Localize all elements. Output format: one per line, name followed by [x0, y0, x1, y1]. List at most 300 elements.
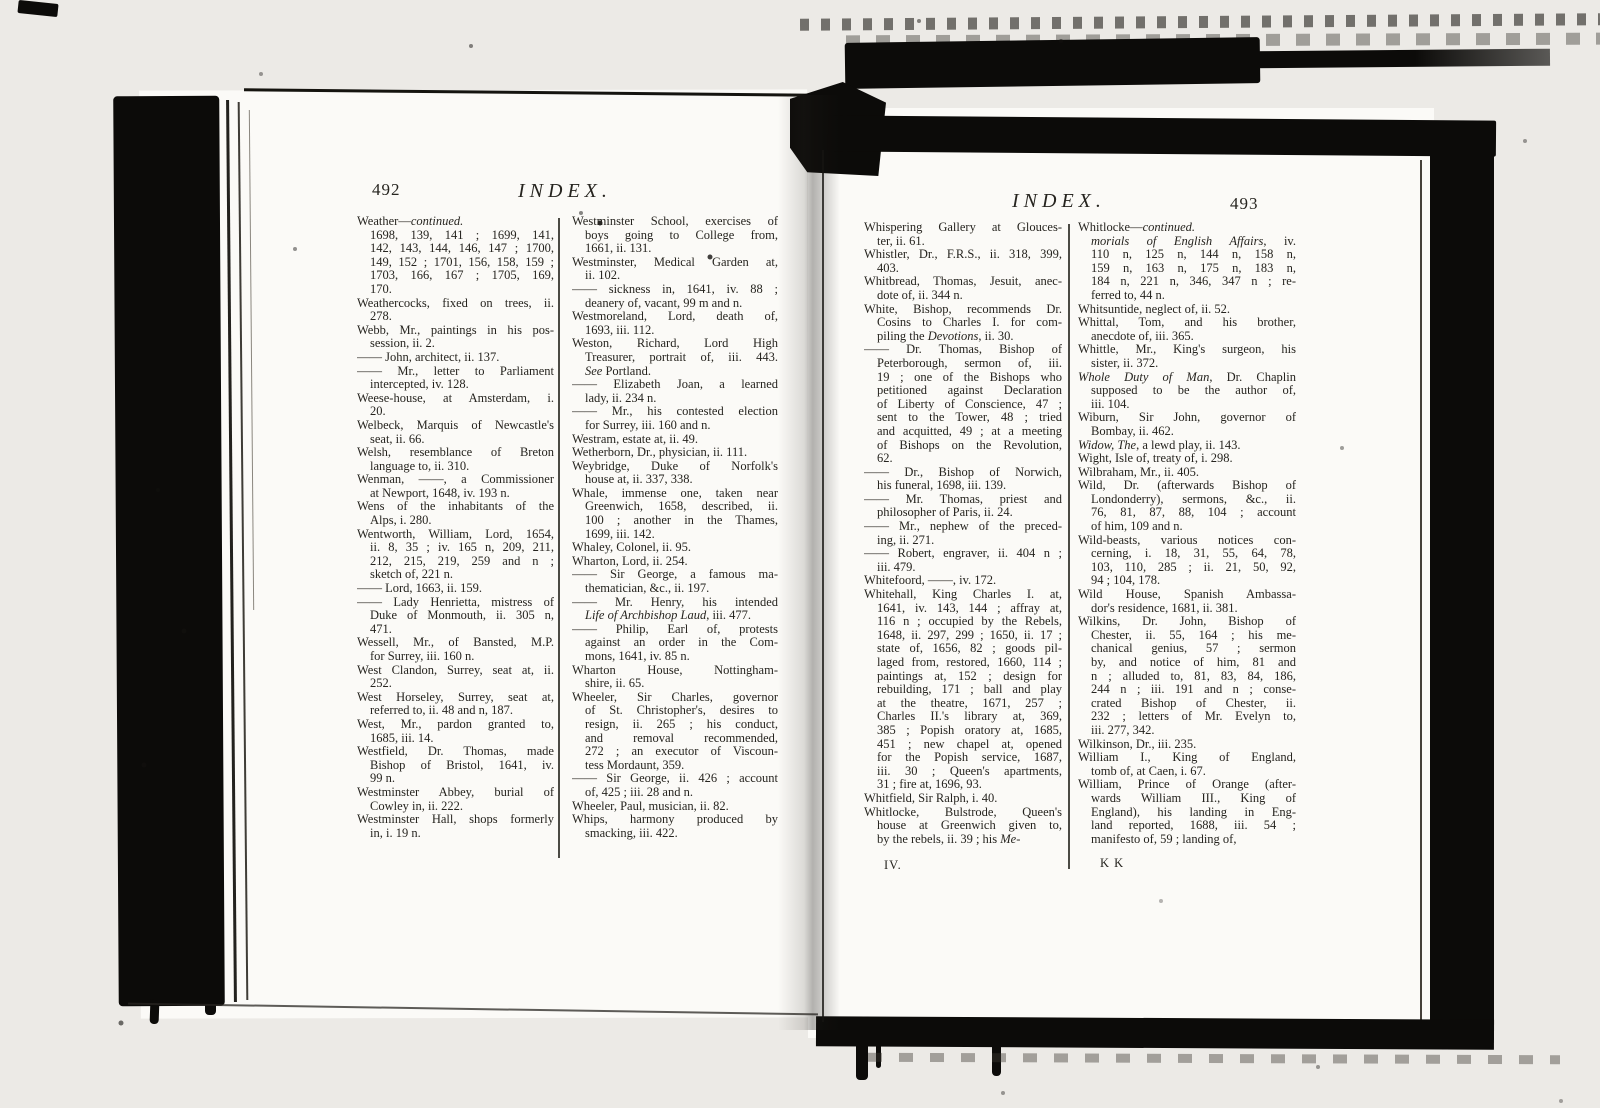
text-run: Whitsuntide, neglect of, ii. 52. [1078, 302, 1231, 316]
index-entry [864, 806, 1062, 847]
index-entry [357, 664, 554, 691]
text-run: and acquitted, 49 ; at a meeting [877, 424, 1062, 438]
index-line [864, 262, 1062, 276]
index-entry [572, 446, 778, 460]
index-line [1078, 398, 1296, 412]
index-line [572, 555, 778, 569]
signature-mark-kk: K K [1100, 856, 1125, 870]
text-run: Duke of Monmouth, ii. 305 n, [370, 609, 554, 623]
text-run: Westmoreland, Lord, death of, [572, 310, 778, 324]
italic-text: Life of Archbishop Laud [585, 609, 707, 623]
index-entry [572, 596, 778, 623]
text-run: Whitlocke, Bulstrode, Queen's [864, 805, 1062, 819]
index-line [864, 316, 1062, 330]
text-run: Wens of the inhabitants of the [357, 500, 554, 514]
index-entry [572, 337, 778, 378]
text-run: Westminster Abbey, burial of [357, 785, 554, 799]
index-line [1078, 262, 1296, 276]
index-line [864, 343, 1062, 357]
index-entry [357, 636, 554, 663]
index-entry [357, 297, 554, 324]
index-line [572, 813, 778, 827]
text-run: 116 n ; occupied by the Rebels, [877, 615, 1062, 629]
index-line [1078, 493, 1296, 507]
text-run: Wilkins, Dr. John, Bishop of [1078, 615, 1296, 629]
index-entry [572, 555, 778, 569]
index-line [357, 337, 554, 351]
index-line [1078, 738, 1296, 752]
index-line [864, 697, 1062, 711]
index-entry [572, 691, 778, 773]
index-line [572, 732, 778, 746]
index-line [864, 439, 1062, 453]
index-line [357, 623, 554, 637]
index-line [1078, 724, 1296, 738]
text-run: ter, ii. 61. [877, 234, 925, 248]
index-entry [357, 419, 554, 446]
page-header-left: INDEX. [518, 180, 612, 202]
text-run: Weybridge, Duke of Norfolk's [572, 459, 778, 473]
text-run: Welbeck, Marquis of Newcastle's [357, 418, 554, 432]
ink-drip [856, 1044, 868, 1080]
index-entry [864, 588, 1062, 792]
index-line [1078, 289, 1296, 303]
text-run: Wessell, Mr., of Bansted, M.P. [357, 636, 554, 650]
index-entry [357, 718, 554, 745]
text-run: 99 n. [370, 772, 395, 786]
index-line [572, 582, 778, 596]
text-run: smacking, iii. 422. [585, 826, 678, 840]
corner-mark [17, 0, 58, 17]
text-run: Whale, immense one, taken near [572, 486, 778, 500]
text-run: 1703, 166, 167 ; 1705, 169, [370, 269, 554, 283]
index-entry [357, 446, 554, 473]
text-run: sister, ii. 372. [1091, 356, 1159, 370]
index-line [1078, 697, 1296, 711]
index-line [357, 487, 554, 501]
text-run: 20. [370, 405, 386, 419]
text-run: ii. 102. [585, 269, 621, 283]
index-line [864, 493, 1062, 507]
text-run: Whispering Gallery at Glouces- [864, 221, 1062, 234]
index-line [572, 800, 778, 814]
text-run: 1699, iii. 142. [585, 527, 655, 541]
text-run: 471. [370, 622, 392, 636]
index-entry [1078, 303, 1296, 317]
index-line [864, 806, 1062, 820]
text-run: petitioned against Declaration [877, 384, 1062, 398]
text-run: , iii. 477. [706, 609, 751, 623]
text-run: tess Mordaunt, 359. [585, 758, 685, 772]
index-entry [864, 547, 1062, 574]
index-entry [357, 392, 554, 419]
index-line [572, 636, 778, 650]
index-line [864, 602, 1062, 616]
text-run: William, Prince of Orange (after- [1078, 778, 1296, 792]
text-run: Westminster Hall, shops formerly [357, 813, 554, 827]
index-line [357, 718, 554, 732]
text-run: iii. 30 ; Queen's apartments, [877, 764, 1062, 778]
index-entry [357, 691, 554, 718]
index-line [572, 568, 778, 582]
index-line [357, 446, 554, 460]
index-line [357, 677, 554, 691]
index-line [864, 248, 1062, 262]
index-line [864, 724, 1062, 738]
index-entry [864, 221, 1062, 248]
index-line [1078, 343, 1296, 357]
text-run: Wharton House, Nottingham- [572, 663, 778, 677]
text-run: Whaley, Colonel, ii. 95. [572, 541, 691, 555]
index-line [572, 759, 778, 773]
index-entry [572, 568, 778, 595]
index-line [1078, 384, 1296, 398]
index-entry [572, 256, 778, 283]
text-run: 252. [370, 677, 392, 691]
signature-mark-iv: IV. [884, 858, 902, 872]
index-line [357, 378, 554, 392]
index-entry [864, 275, 1062, 302]
text-run: chanical genius, 57 ; sermon [1091, 642, 1296, 656]
index-entry [1078, 439, 1296, 453]
index-line [1078, 534, 1296, 548]
text-run: sent to the Tower, 48 ; tried [877, 411, 1062, 425]
index-entry [572, 283, 778, 310]
index-entry [572, 772, 778, 799]
text-run: crated Bishop of Chester, ii. [1091, 696, 1296, 710]
index-line [1078, 574, 1296, 588]
index-line [357, 528, 554, 542]
text-run: , ii. 30. [978, 329, 1014, 343]
text-run: resign, ii. 265 ; his conduct, [585, 717, 778, 731]
index-line [572, 460, 778, 474]
index-line [864, 534, 1062, 548]
text-run: 103, 110, 285 ; ii. 21, 50, 92, [1091, 560, 1296, 574]
index-entry [357, 786, 554, 813]
index-line [357, 242, 554, 256]
index-line [357, 419, 554, 433]
right-page-edge-line [1420, 160, 1422, 1028]
index-line [864, 738, 1062, 752]
index-line [357, 283, 554, 297]
text-run: William I., King of England, [1078, 751, 1296, 765]
index-line [1078, 778, 1296, 792]
index-line [357, 704, 554, 718]
index-line [1078, 506, 1296, 520]
text-run: 1693, iii. 112. [585, 323, 655, 337]
index-line [572, 691, 778, 705]
index-line [1078, 615, 1296, 629]
index-line [357, 745, 554, 759]
index-line [357, 500, 554, 514]
index-line [572, 378, 778, 392]
index-entry [1078, 738, 1296, 752]
index-line [572, 609, 778, 623]
index-line [864, 384, 1062, 398]
text-run: 272 ; an executor of Viscoun- [585, 745, 778, 759]
index-line [357, 596, 554, 610]
index-line [1078, 819, 1296, 833]
text-run: sketch of, 221 n. [370, 568, 453, 582]
index-line [864, 642, 1062, 656]
index-line [357, 786, 554, 800]
text-run: n ; alluded to, 81, 83, 84, 186, [1091, 669, 1296, 683]
index-entry [1078, 778, 1296, 846]
text-run: Whistler, Dr., F.R.S., ii. 318, 399, [864, 248, 1062, 262]
index-line [572, 786, 778, 800]
index-line [572, 514, 778, 528]
text-run: 1648, ii. 297, 299 ; 1650, ii. 17 ; [877, 628, 1062, 642]
index-entry [1078, 479, 1296, 533]
index-line [1078, 588, 1296, 602]
text-run: referred to, ii. 48 and n, 187. [370, 704, 514, 718]
column-rule [1068, 224, 1070, 869]
text-run: house at Greenwich given to, [877, 819, 1062, 833]
text-run: 212, 215, 219, 259 and n ; [370, 554, 554, 568]
text-run: anecdote of, iii. 365. [1091, 329, 1194, 343]
index-line [357, 691, 554, 705]
index-line [572, 365, 778, 379]
spine-gutter-line [822, 150, 824, 1022]
text-run: Londonderry), sermons, &c., ii. [1091, 492, 1296, 506]
index-line [357, 229, 554, 243]
index-line [572, 664, 778, 678]
index-entry [572, 433, 778, 447]
index-entry [1078, 343, 1296, 370]
text-run: —— Robert, engraver, ii. 404 n ; [864, 547, 1062, 561]
index-line [357, 541, 554, 555]
index-entry [572, 813, 778, 840]
text-run: Whittle, Mr., King's surgeon, his [1078, 343, 1296, 357]
text-run: Wiburn, Sir John, governor of [1078, 411, 1296, 425]
text-run: —— Dr. Thomas, Bishop of [864, 343, 1062, 357]
index-line [1078, 792, 1296, 806]
index-entry [357, 365, 554, 392]
index-line [357, 365, 554, 379]
index-line [864, 235, 1062, 249]
spine-gutter-shadow [778, 95, 840, 1030]
text-run: and removal recommended, [585, 731, 778, 745]
index-line [1078, 629, 1296, 643]
text-run: Cosins to Charles I. for com- [877, 316, 1062, 330]
text-run: session, ii. 2. [370, 337, 435, 351]
text-run: cerning, i. 18, 31, 55, 64, 78, [1091, 547, 1296, 561]
index-line [864, 629, 1062, 643]
index-entry [1078, 371, 1296, 412]
text-run: Alps, i. 280. [370, 514, 432, 528]
text-run: wards William III., King of [1091, 791, 1296, 805]
text-run: house at, ii. 337, 338. [585, 473, 693, 487]
text-run: 184 n, 221 n, 346, 347 n ; re- [1091, 275, 1296, 289]
index-line [864, 588, 1062, 602]
index-entry [572, 623, 778, 664]
text-run: Whitfield, Sir Ralph, i. 40. [864, 791, 998, 805]
text-run: —— Mr., letter to Parliament [357, 364, 554, 378]
text-run: 19 ; one of the Bishops who [877, 370, 1062, 384]
index-line [572, 541, 778, 555]
text-run: —— Mr. Thomas, priest and [864, 492, 1062, 506]
text-run: Weathercocks, fixed on trees, ii. [357, 296, 554, 310]
index-line [357, 759, 554, 773]
text-run: 94 ; 104, 178. [1091, 574, 1161, 588]
index-line [864, 751, 1062, 765]
index-line [864, 670, 1062, 684]
italic-text: Widow, The [1078, 438, 1137, 452]
index-line [572, 242, 778, 256]
text-run: dor's residence, 1681, ii. 381. [1091, 601, 1238, 615]
text-run: Wenman, ——, a Commissioner [357, 473, 554, 487]
scan-speckles [0, 0, 2, 2]
text-run: 1698, 139, 141 ; 1699, 141, [370, 228, 554, 242]
index-entry [357, 813, 554, 840]
text-run: ferred to, 44 n. [1091, 288, 1165, 302]
index-entry [357, 745, 554, 786]
index-line [864, 371, 1062, 385]
text-run: Wentworth, William, Lord, 1654, [357, 527, 554, 541]
text-run: 170. [370, 282, 392, 296]
text-run: —— Mr., nephew of the preced- [864, 520, 1062, 534]
text-run: 1641, iv. 143, 144 ; affray at, [877, 601, 1062, 615]
index-entry [572, 378, 778, 405]
index-line [357, 215, 554, 229]
left-cover-edge [113, 96, 225, 1007]
index-entry [1078, 466, 1296, 480]
text-run: philosopher of Paris, ii. 24. [877, 506, 1013, 520]
text-run: for Surrey, iii. 160 n. [370, 650, 475, 663]
index-line [357, 664, 554, 678]
text-run: boys going to College from, [585, 228, 778, 242]
index-line [572, 718, 778, 732]
index-line [357, 732, 554, 746]
text-run: state of, 1656, 82 ; goods pil- [877, 642, 1062, 656]
text-run: , iv. [1263, 234, 1296, 248]
index-entry [572, 460, 778, 487]
text-run: shire, ii. 65. [585, 677, 645, 691]
index-entry [357, 351, 554, 365]
text-run: paintings at, 152 ; design for [877, 669, 1062, 683]
text-run: White, Bishop, recommends Dr. [864, 302, 1062, 316]
index-line [1078, 466, 1296, 480]
text-run: Wilbraham, Mr., ii. 405. [1078, 465, 1200, 479]
text-run: , Dr. Chaplin [1209, 370, 1296, 384]
index-line [864, 765, 1062, 779]
index-line [864, 289, 1062, 303]
index-line [357, 351, 554, 365]
text-run: 76, 81, 87, 88, 104 ; account [1091, 506, 1296, 520]
index-entry [1078, 411, 1296, 438]
index-line [572, 310, 778, 324]
text-run: 142, 143, 144, 146, 147 ; 1700, [370, 242, 554, 256]
index-entry [1078, 534, 1296, 588]
index-entry [357, 473, 554, 500]
index-line [357, 514, 554, 528]
index-entry [1078, 221, 1296, 235]
index-line [1078, 806, 1296, 820]
index-line [572, 337, 778, 351]
index-entry [864, 520, 1062, 547]
index-line [864, 221, 1062, 235]
text-run: Wheeler, Paul, musician, ii. 82. [572, 799, 729, 813]
index-line [864, 411, 1062, 425]
index-entry [864, 303, 1062, 344]
index-line [1078, 656, 1296, 670]
ink-drip [205, 998, 216, 1015]
index-line [1078, 710, 1296, 724]
index-line [357, 609, 554, 623]
index-line [864, 425, 1062, 439]
text-run: , a lewd play, ii. 143. [1136, 438, 1241, 452]
index-entry [1078, 235, 1296, 303]
text-run: deanery of, vacant, 99 m and n. [585, 296, 743, 310]
italic-text: Me- [1000, 832, 1021, 846]
text-run: West Clandon, Surrey, seat at, ii. [357, 663, 554, 677]
index-line [357, 800, 554, 814]
index-line [357, 772, 554, 786]
index-line [357, 555, 554, 569]
text-run: Whitlocke— [1078, 221, 1143, 234]
index-entry [357, 215, 554, 229]
book-top-edge [845, 37, 1261, 89]
text-run: Weese-house, at Amsterdam, i. [357, 391, 554, 405]
right-page-bottom-band [816, 1016, 1494, 1050]
text-run: Wheeler, Sir Charles, governor [572, 690, 778, 704]
index-line [572, 433, 778, 447]
text-run: Whitefoord, ——, iv. 172. [864, 574, 997, 588]
index-line [572, 528, 778, 542]
index-line [357, 473, 554, 487]
text-run: ing, ii. 271. [877, 533, 935, 547]
italic-text: continued. [410, 215, 464, 228]
index-line [1078, 425, 1296, 439]
page-number-right: 493 [1230, 194, 1259, 213]
text-run: of, 425 ; iii. 28 and n. [585, 785, 693, 799]
text-run: his funeral, 1698, iii. 139. [877, 479, 1007, 493]
text-run: 451 ; new chapel at, opened [877, 737, 1062, 751]
italic-text: Whole Duty of Man [1078, 370, 1210, 384]
text-run: —— sickness in, 1641, iv. 88 ; [572, 282, 778, 296]
index-line [572, 419, 778, 433]
text-run: 100 ; another in the Thames, [585, 514, 778, 528]
text-run: Greenwich, 1658, described, ii. [585, 500, 778, 514]
text-run: Weston, Richard, Lord High [572, 337, 778, 351]
index-line [864, 615, 1062, 629]
index-line [572, 324, 778, 338]
index-entry [1078, 615, 1296, 737]
text-run: —— Dr., Bishop of Norwich, [864, 465, 1062, 479]
text-run: for Surrey, iii. 160 and n. [585, 418, 711, 432]
index-line [1078, 751, 1296, 765]
text-run: Weather— [357, 215, 411, 228]
index-entry [1078, 588, 1296, 615]
text-run: Peterborough, sermon of, iii. [877, 356, 1062, 370]
index-line [1078, 670, 1296, 684]
text-run: mons, 1641, iv. 85 n. [585, 650, 690, 663]
index-line [357, 636, 554, 650]
index-line [357, 256, 554, 270]
index-entry [1078, 751, 1296, 778]
text-run: Portland. [602, 364, 651, 378]
text-run: Wild-beasts, various notices con- [1078, 533, 1296, 547]
index-entry [357, 324, 554, 351]
index-column [864, 221, 1062, 846]
index-entry [572, 310, 778, 337]
text-run: in, i. 19 n. [370, 826, 421, 840]
text-run: manifesto of, 59 ; landing of, [1091, 832, 1237, 846]
index-line [864, 683, 1062, 697]
text-run: Treasurer, portrait of, iii. 443. [585, 350, 778, 364]
index-entry [572, 800, 778, 814]
index-column [357, 215, 554, 840]
